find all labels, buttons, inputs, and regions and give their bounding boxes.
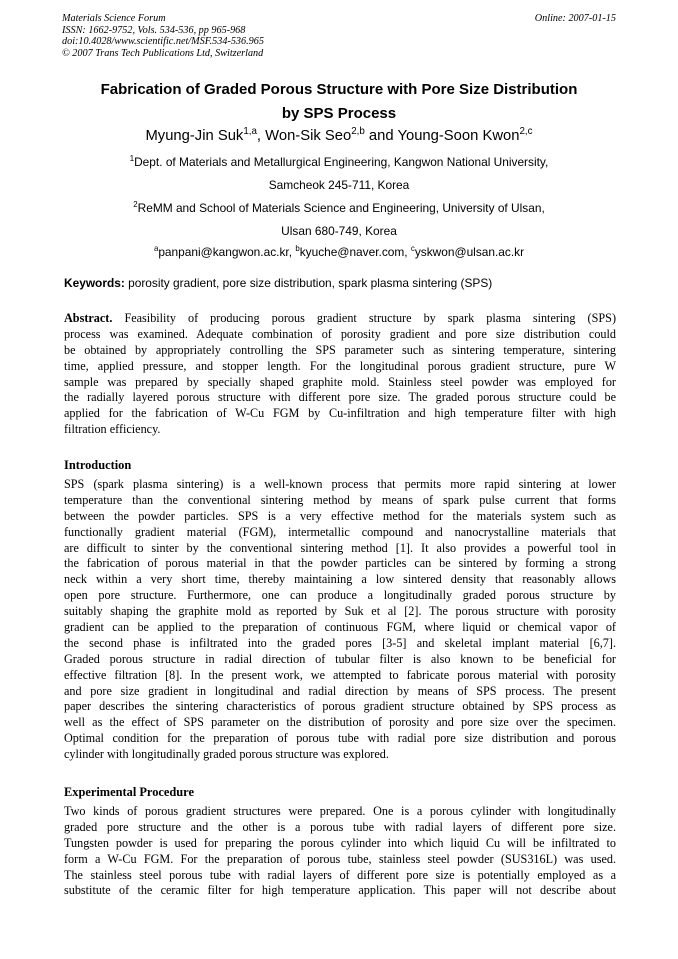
text-line: be obtained by appropriately controlling the SPS parameter such as sintering temperature, sintering — [64, 342, 616, 357]
author-name: Myung-Jin Suk — [145, 128, 244, 144]
text-line: temperature than the conventional sintering method by means of spark pulse current that forms — [64, 492, 616, 507]
text-line: functionally gradient material (FGM), intermetallic compound and nanocrystalline materials that — [64, 524, 616, 539]
author-affiliation-mark: 2,b — [351, 126, 365, 138]
text-line: the radially layered porous structure with different pore size. The graded porous structure could be — [64, 390, 616, 405]
text-line: Graded porous structure in radial direction of tubular filter is also known to be beneficial for — [64, 651, 616, 666]
author-list — [40, 128, 638, 144]
text-line: the fabrication of porous material in that the powder particles can be sintered by forming a strong — [64, 556, 616, 571]
affiliation-text: ReMM and School of Materials Science and Engineering, University of Ulsan, — [137, 201, 545, 215]
text-line: Tungsten powder is used for preparing the porous cylinder into which liquid Cu will be infiltrated to — [64, 835, 616, 850]
email-mark: a — [153, 244, 159, 254]
text-line: sample was prepared by specially shaped graphite mold. Stainless steel powder was employed for — [64, 374, 616, 389]
affiliation-1-line2: Samcheok 245-711, Korea — [268, 178, 410, 192]
text-line: applied for the fabrication of W-Cu FGM by Cu-infiltration and high temperature filter with high — [64, 406, 616, 421]
doi-line: doi:10.4028/www.scientific.net/MSF.534-536.965 — [62, 36, 264, 48]
author-name: Won-Sik Seo — [265, 128, 352, 144]
experimental-paragraph — [64, 804, 616, 899]
text-line: Two kinds of porous gradient structures were prepared. One is a porous cylinder with longitudinally — [64, 804, 616, 818]
text-line: open pore structure. Furthermore, one can produce a longitudinally graded porous structure by — [64, 588, 616, 603]
text-line: paper describes the sintering characteristics of porous gradient structure obtained by SPS process as — [64, 699, 616, 714]
text-line: gradient can be applied to the preparation of continuous FGM, where liquid or chemical vapor of — [64, 620, 616, 635]
text-line: time, applied pressure, and stopper length. For the longitudinal porous gradient structure, pure W — [64, 358, 616, 373]
keywords-text: porosity gradient, pore size distribution, spark plasma sintering (SPS) — [124, 276, 493, 290]
text-line: graded pore structure and the other is a porous tube with radial layers of different pore size. — [64, 819, 616, 834]
text-line: substitute of the ceramic filter for high temperature application. This paper will not describe about — [64, 883, 616, 898]
affiliation-mark: 2 — [133, 200, 138, 210]
text-line: suitably shaping the graphite mold as reported by Suk et al [2]. The porous structure with porosity — [64, 604, 616, 619]
abstract-label: Abstract. — [64, 311, 113, 325]
affiliation-1-line1 — [40, 155, 638, 169]
email-b: kyuche@naver.com, — [299, 245, 411, 259]
introduction-paragraph — [64, 477, 616, 763]
email-line — [40, 245, 638, 259]
email-mark: b — [295, 244, 300, 254]
text-line: form a W-Cu FGM. For the preparation of porous tube, stainless steel powder (SUS316L) was used. — [64, 851, 616, 866]
text-line-content: Feasibility of producing porous gradient structure by spark plasma sintering (SPS) — [112, 311, 616, 325]
text-line: between the powder particles. SPS is a very effective method for the materials system such as — [64, 508, 616, 523]
author-separator: , — [256, 128, 266, 144]
author-name: Young-Soon Kwon — [397, 128, 520, 144]
text-line: The stainless steel porous tube with radial layers of different pore size is potentially employed as a — [64, 867, 616, 882]
affiliation-2-line2: Ulsan 680-749, Korea — [281, 224, 397, 238]
author-affiliation-mark: 2,c — [519, 126, 533, 138]
section-heading-introduction: Introduction — [64, 458, 132, 472]
online-date: Online: 2007-01-15 — [534, 13, 616, 24]
paper-title-line2: by SPS Process — [281, 105, 397, 122]
text-line: are difficult to sinter by the conventional sintering method [1]. It also provides a powerful tool in — [64, 540, 616, 555]
text-line: cylinder with longitudinally graded porous structure was explored. — [64, 747, 389, 762]
keywords-label: Keywords: — [64, 276, 125, 290]
affiliation-mark: 1 — [129, 154, 135, 164]
text-line: SPS (spark plasma sintering) is a well-known process that permits more rapid sintering at lower — [64, 477, 616, 491]
email-c: yskwon@ulsan.ac.kr — [414, 245, 525, 259]
text-line: process was examined. Adequate combination of porosity gradient and pore size distribution could — [64, 326, 616, 341]
text-line: and pore size gradient in longitudinal and radial direction by means of SPS process. The present — [64, 683, 616, 698]
affiliation-2-line1 — [40, 201, 638, 215]
text-line: filtration efficiency. — [64, 422, 161, 437]
abstract-paragraph — [64, 311, 616, 438]
email-mark: c — [410, 244, 415, 254]
text-line: well as the effect of SPS parameter on the distribution of porosity and pore size over the specimen. — [64, 715, 616, 730]
section-heading-experimental: Experimental Procedure — [64, 785, 194, 799]
text-line — [64, 311, 616, 327]
author-affiliation-mark: 1,a — [243, 126, 257, 138]
author-separator: and — [364, 128, 398, 144]
text-line: Optimal condition for the preparation of porous tube with radial pore size distribution and porous — [64, 731, 616, 746]
keywords-line — [64, 276, 616, 290]
journal-header — [62, 13, 616, 59]
text-line: effective filtration [8]. In the present work, we attempted to fabricate porous material with porosity — [64, 667, 616, 682]
affiliation-text: Dept. of Materials and Metallurgical Engineering, Kangwon National University, — [134, 155, 549, 169]
issn-line: ISSN: 1662-9752, Vols. 534-536, pp 965-968 — [62, 24, 246, 36]
journal-name: Materials Science Forum — [62, 13, 166, 24]
copyright-line: © 2007 Trans Tech Publications Ltd, Switzerland — [62, 47, 264, 59]
text-line: neck within a very short time, thereby maintaining a low sintered density that reasonably allows — [64, 572, 616, 587]
paper-title-line1: Fabrication of Graded Porous Structure with Pore Size Distribution — [100, 81, 578, 98]
email-a: panpani@kangwon.ac.kr, — [158, 245, 296, 259]
text-line: the second phase is infiltrated into the graded pores [3-5] and skeletal implant material [6,7]. — [64, 635, 616, 650]
